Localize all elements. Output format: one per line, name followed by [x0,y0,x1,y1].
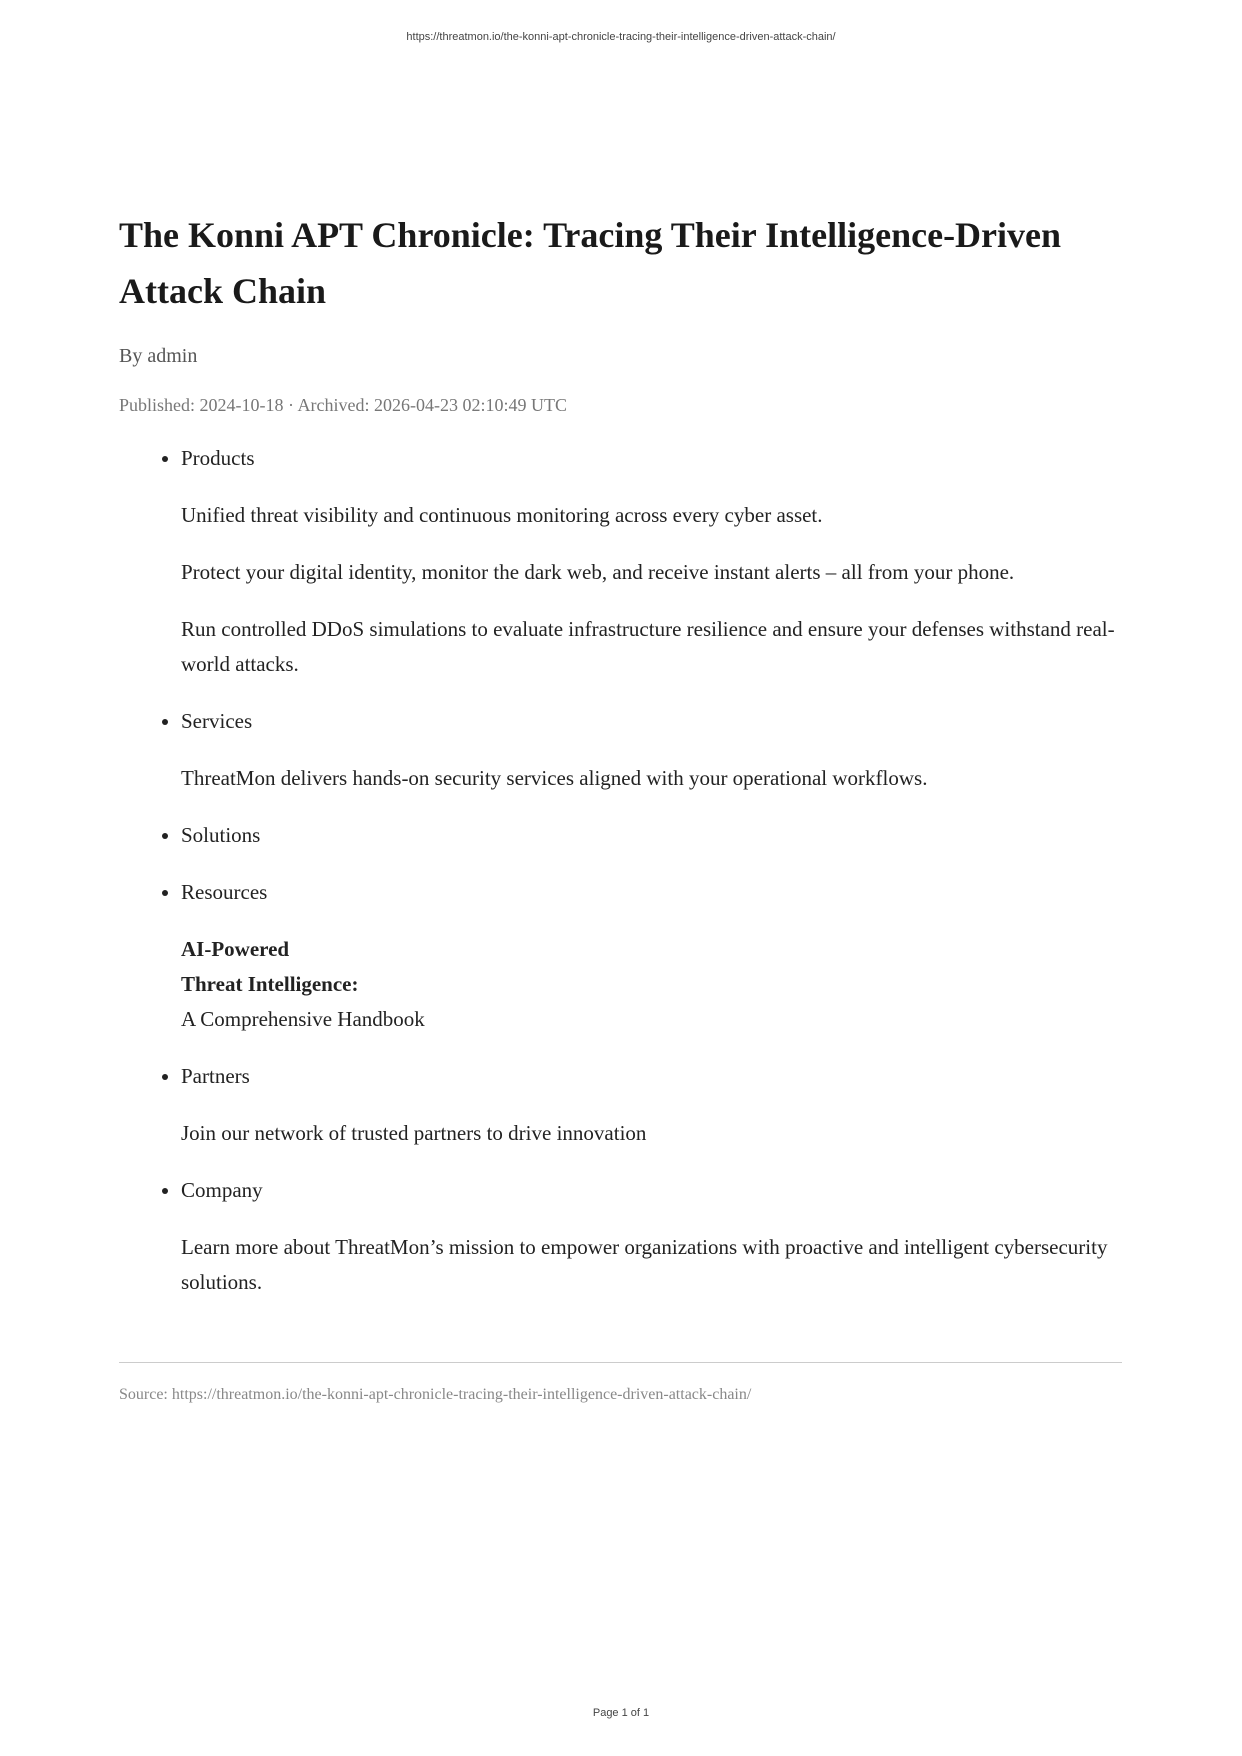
products-desc-1: Unified threat visibility and continuous monitoring across every cyber asset. [181,503,823,527]
nav-item-partners[interactable]: Partners [181,1059,1122,1094]
page-title: The Konni APT Chronicle: Tracing Their Intelligence-Driven Attack Chain [119,215,1062,311]
byline: By admin [119,345,198,367]
nav-item-solutions[interactable]: Solutions [181,818,1122,853]
products-desc-2: Protect your digital identity, monitor the dark web, and receive instant alerts – all from your phone. [181,560,1015,584]
source-link[interactable]: Source: https://threatmon.io/the-konni-apt-chronicle-tracing-their-intelligence-driven-attack-chain/ [119,1386,752,1403]
nav-item-products[interactable]: Products [181,441,1122,476]
products-desc-3: Run controlled DDoS simulations to evaluate infrastructure resilience and ensure your defenses withstand real-world attacks. [181,617,1115,676]
nav-list [119,441,1122,1300]
header-url: https://threatmon.io/the-konni-apt-chronicle-tracing-their-intelligence-driven-attack-chain/ [406,31,836,43]
divider [119,1362,1122,1363]
nav-item-company[interactable]: Company [181,1173,1122,1208]
partners-desc: Join our network of trusted partners to drive innovation [181,1121,647,1145]
resources-promo[interactable] [181,932,1122,1037]
nav-item-resources[interactable]: Resources [181,875,1122,910]
resources-promo-line3: A Comprehensive Handbook [181,1007,425,1031]
page-number: Page 1 of 1 [592,1707,650,1719]
company-desc: Learn more about ThreatMon’s mission to empower organizations with proactive and intelligent cybersecurity solutions. [181,1235,1108,1294]
publish-meta: Published: 2024-10-18 · Archived: 2026-04-23 02:10:49 UTC [119,395,567,415]
nav-item-services[interactable]: Services [181,704,1122,739]
services-desc: ThreatMon delivers hands-on security services aligned with your operational workflows. [181,766,928,790]
article [119,207,1122,1322]
resources-promo-line2: Threat Intelligence: [181,972,359,996]
resources-promo-line1: AI-Powered [181,937,290,961]
